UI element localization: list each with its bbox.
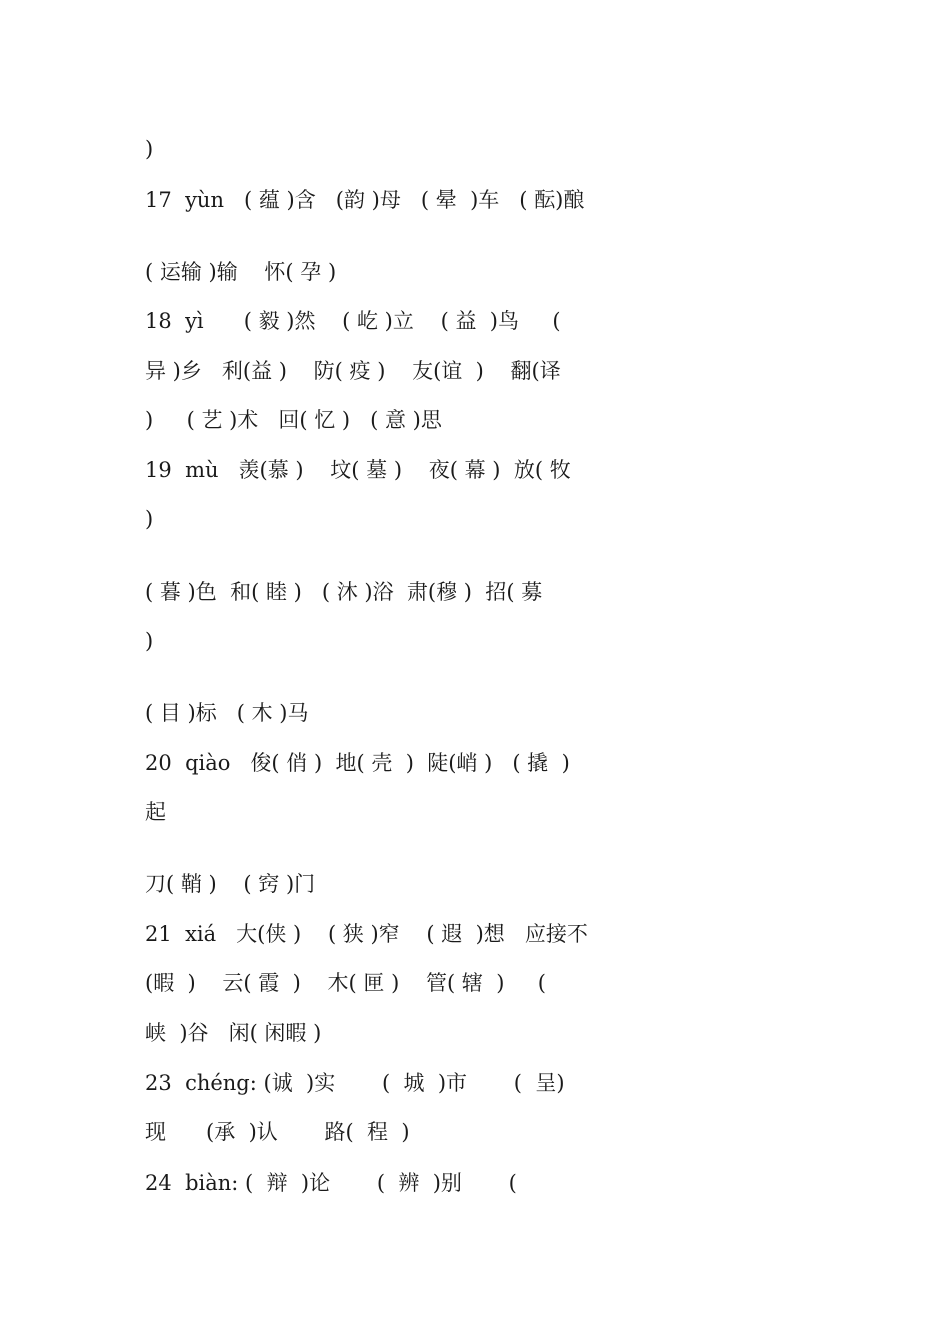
text-line: 峡 )谷 闲( 闲暇 ) xyxy=(145,1021,322,1045)
text-line: ( 目 )标 ( 木 )马 xyxy=(145,701,309,725)
text-line: ( 暮 )色 和( 睦 ) ( 沐 )浴 肃(穆 ) 招( 募 xyxy=(145,580,543,604)
text-line: 刀( 鞘 ) ( 窍 )门 xyxy=(145,872,316,896)
text-line: ) ( 艺 )术 回( 忆 ) ( 意 )思 xyxy=(145,408,442,432)
text-line: 异 )乡 利(益 ) 防( 疫 ) 友(谊 ) 翻(译 xyxy=(145,359,561,383)
text-line: 起 xyxy=(145,800,166,824)
text-line: 17 yùn ( 蕴 )含 (韵 )母 ( 晕 )车 ( 酝)酿 xyxy=(145,188,585,212)
text-line: 20 qiào 俊( 俏 ) 地( 壳 ) 陡(峭 ) ( 撬 ) xyxy=(145,751,570,775)
text-line: ) xyxy=(145,137,154,161)
text-line: ( 运输 )输 怀( 孕 ) xyxy=(145,260,337,284)
text-line: 21 xiá 大(侠 ) ( 狭 )窄 ( 遐 )想 应接不 xyxy=(145,922,588,946)
text-line: 24 biàn: ( 辩 )论 ( 辨 )别 ( xyxy=(145,1171,517,1195)
text-line: 19 mù 羡(慕 ) 坟( 墓 ) 夜( 幕 ) 放( 牧 xyxy=(145,458,571,482)
text-line: (暇 ) 云( 霞 ) 木( 匣 ) 管( 辖 ) ( xyxy=(145,971,546,995)
text-line: 现 (承 )认 路( 程 ) xyxy=(145,1120,410,1144)
text-line: ) xyxy=(145,629,154,653)
text-line: 23 chéng: (诚 )实 ( 城 )市 ( 呈) xyxy=(145,1071,565,1095)
text-line: ) xyxy=(145,507,154,531)
text-line: 18 yì ( 毅 )然 ( 屹 )立 ( 益 )鸟 ( xyxy=(145,309,561,333)
